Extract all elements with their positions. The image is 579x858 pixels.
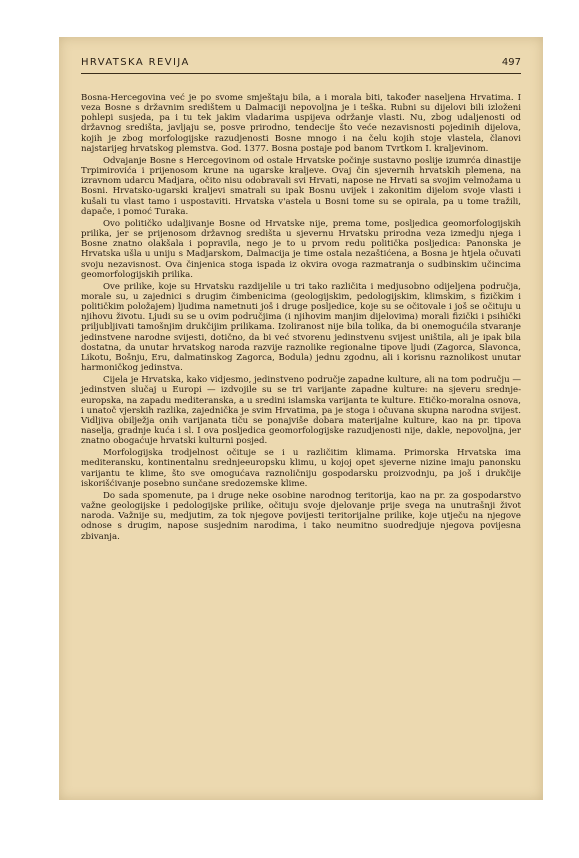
paragraph: Bosna-Hercegovina već je po svome smještaju bila, a i morala biti, također naseljena Hrvatima. I veza Bosne s državnim središtem u Dalmaciji nepovoljna je i teška. Rubni su dijelovi bili izloženi pohlepi susjeda, pa i tu tek jakim vladarima uspijeva održanje vlasti. Nu, zbog udaljenosti od državnog središta, javljaju se, posve prirodno, tendecije što veće nezavisnosti pojedinih dijelova, kojih je zbog morfologijske razudjenosti Bosne mnogo i na čelu kojih stoje vlastela, članovi najstarijeg hrvatskog plemstva. God. 1377. Bosna postaje pod banom Tvrtkom I. kraljevinom. <box>81 93 521 154</box>
paragraph: Cijela je Hrvatska, kako vidjesmo, jedinstveno područje zapadne kulture, ali na tom području — jedinstven slučaj u Europi — izdvojile su se tri varijante zapadne kulture: na sjeveru srednje-europska, na zapadu mediteranska, a u sredini islamska varijanta te kulture. Etičko-moralna osnova, i unatoč vjerskih razlika, zajednička je svim Hrvatima, pa je stoga i očuvana skupna narodna svijest. Vidljiva obilježja onih varijanata tiču se ponajviše dobara materijalne kulture, kao na pr. tipova naselja, gradnje kuća i sl. I ova posljedica geomorfologijske razudjenosti nije, dakle, nepovoljna, jer znatno obogaćuje hrvatski kulturni posjed. <box>81 375 521 447</box>
page-header <box>81 57 521 74</box>
book-page <box>59 37 543 800</box>
paragraph: Do sada spomenute, pa i druge neke osobine narodnog teritorija, kao na pr. za gospodarstvo važne geologijske i pedologijske prilike, očituju svoje djelovanje prije svega na unutrašnji život naroda. Važnije su, medjutim, za tok njegove povijesti teritorijalne prilike, koje utječu na njegove odnose s drugim, napose susjednim narodima, i tako neumitno suodredjuje njegova povijesna zbivanja. <box>81 490 521 542</box>
page-number: 497 <box>501 57 521 68</box>
journal-title: HRVATSKA REVIJA <box>81 57 190 68</box>
paragraph: Morfologijska trodjelnost očituje se i u različitim klimama. Primorska Hrvatska ima mediteransku, kontinentalnu srednjeeuropsku klimu, u kojoj opet sjeverne nizine imaju panonsku varijantu te klime, što sve omogućava raznoličniju gospodarsku proizvodnju, pa još i drukčije iskorišćivanje posebno sunčane sredozemske klime. <box>81 448 521 489</box>
article-body <box>81 93 521 544</box>
paragraph: Odvajanje Bosne s Hercegovinom od ostale Hrvatske počinje sustavno poslije izumrća dinastije Trpimirovića i prijenosom krune na ugarske kraljeve. Ovaj čin sjevernih hrvatskih plemena, na izravnom udarcu Madjara, očito nisu odobravali svi Hrvati, napose ne Hrvati sa svojim velmožama u Bosni. Hrvatsko-ugarski kraljevi smatrali su ipak Bosnu uvijek i zakonitim dijelom svoje vlasti i kušali tu vlast tamo i uspostaviti. Hrvatska v'astela u Bosni tome su se opirala, pa u tome tražili, dapače, i pomoć Turaka. <box>81 155 521 217</box>
paragraph: Ovo političko udaljivanje Bosne od Hrvatske nije, prema tome, posljedica geomorfologijskih prilika, jer se prijenosom državnog središta u sjevernu Hrvatsku prirodna veza izmedju njega i Bosne znatno olakšala i popravila, nego je to u prvom redu politička posljedica: Panonska je Hrvatska ušla u uniju s Madjarskom, Dalmacija je time ostala nezaštićena, a Bosna je htjela očuvati svoju nezavisnost. Ova činjenica stoga ispada iz okvira ovoga razmatranja o sudbinskim učincima geomorfologijskih prilika. <box>81 218 521 280</box>
paragraph: Ove prilike, koje su Hrvatsku razdijelile u tri tako različita i medjusobno odijeljena područja, morale su, u zajednici s drugim čimbenicima (geologijskim, pedologijskim, klimskim, s fizičkim i političkim položajem) ljudima nametnuti još i druge posljedice, koje su se očitovale i još se očituju u njihovu životu. Ljudi su se u ovim područjima (i njihovim manjim dijelovima) morali fizički i psihički priljubljivati tamošnjim drukčijim prilikama. Izoliranost nije bila tolika, da bi onemogućila stvaranje jedinstvene narodne svijesti, dotično, da bi već stvorenu jedinstvenu svijest uništila, ali je ipak bila dostatna, da unutar hrvatskog naroda razvije raznolike regionalne tipove ljudi (Zagorca, Slavonca, Likotu, Bošnju, Eru, dalmatinskog Zagorca, Bodula) jednu zgodnu, ali i korisnu raznolikost unutar harmoničkog jedinstva. <box>81 281 521 374</box>
